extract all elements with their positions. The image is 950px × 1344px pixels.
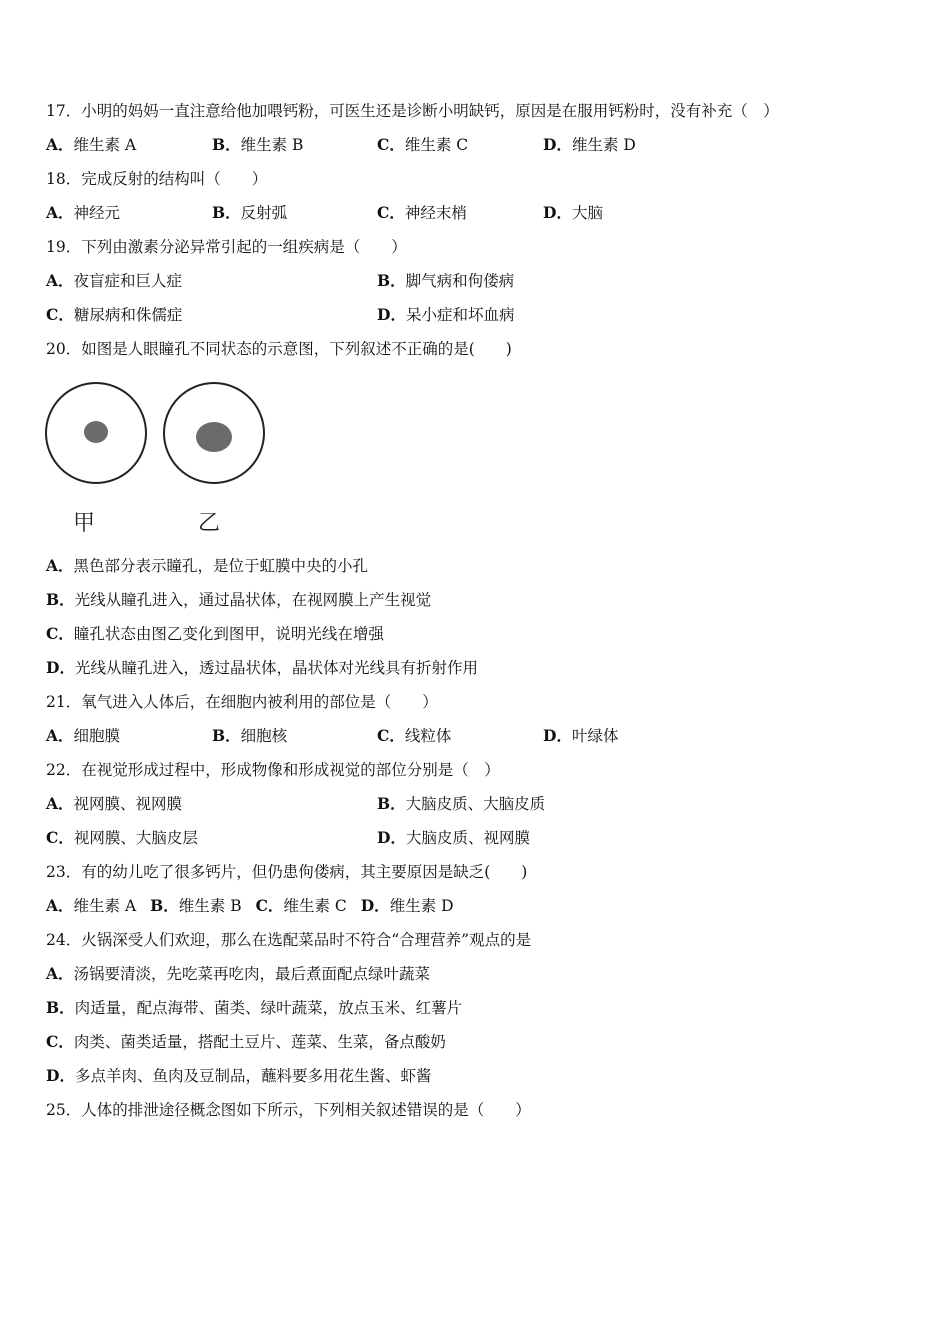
q20-option-d[interactable]: D．光线从瞳孔进入，透过晶状体，晶状体对光线具有折射作用 [46,658,478,677]
q22-option-a[interactable]: A．视网膜、视网膜 [46,794,183,813]
q25-stem: 25．人体的排泄途径概念图如下所示，下列相关叙述错误的是（ ） [46,1101,531,1119]
q17-option-d[interactable]: D．维生素 D [543,135,636,154]
q23-option-a[interactable]: A．维生素 A [46,896,137,915]
q23-option-b[interactable]: B．维生素 B [150,896,242,915]
q19-options-row2 [46,305,906,325]
q18-option-a[interactable]: A．神经元 [46,203,121,222]
q21-option-a[interactable]: A．细胞膜 [46,726,121,745]
q18-option-b[interactable]: B．反射弧 [212,203,288,222]
q22-options-row2 [46,828,906,848]
q21-option-c[interactable]: C．线粒体 [377,726,452,745]
pupil-figure [40,378,280,538]
q24-option-a[interactable]: A．汤锅要清淡，先吃菜再吃肉，最后煮面配点绿叶蔬菜 [46,964,431,983]
figure-label-yi: 乙 [198,511,221,536]
q20-option-c[interactable]: C．瞳孔状态由图乙变化到图甲，说明光线在增强 [46,624,384,643]
q21-option-b[interactable]: B．细胞核 [212,726,288,745]
q24-option-b[interactable]: B．肉适量，配点海带、菌类、绿叶蔬菜，放点玉米、红薯片 [46,998,463,1017]
eye-yi-pupil [196,422,232,452]
q23-options [46,896,468,916]
q19-option-b[interactable]: B．脚气病和佝偻病 [377,271,515,290]
q20-option-b[interactable]: B．光线从瞳孔进入，通过晶状体，在视网膜上产生视觉 [46,590,432,609]
q21-stem: 21．氧气进入人体后，在细胞内被利用的部位是（ ） [46,693,438,711]
q18-option-c[interactable]: C．神经末梢 [377,203,467,222]
q22-options-row1 [46,794,906,814]
q21-options [46,726,906,746]
q20-option-a[interactable]: A．黑色部分表示瞳孔，是位于虹膜中央的小孔 [46,556,369,575]
q19-options-row1 [46,271,906,291]
q19-option-d[interactable]: D．呆小症和坏血病 [377,305,515,324]
q23-stem: 23．有的幼儿吃了很多钙片，但仍患佝偻病，其主要原因是缺乏( ) [46,863,528,881]
q22-stem: 22．在视觉形成过程中，形成物像和形成视觉的部位分别是（ ） [46,761,500,779]
q22-option-d[interactable]: D．大脑皮质、视网膜 [377,828,530,847]
q21-option-d[interactable]: D．叶绿体 [543,726,619,745]
q18-options [46,203,906,223]
eye-jia-pupil [84,421,108,443]
q18-option-d[interactable]: D．大脑 [543,203,603,222]
q19-option-a[interactable]: A．夜盲症和巨人症 [46,271,183,290]
q24-option-c[interactable]: C．肉类、菌类适量，搭配土豆片、莲菜、生菜，备点酸奶 [46,1032,446,1051]
q20-stem: 20．如图是人眼瞳孔不同状态的示意图，下列叙述不正确的是( ) [46,340,512,358]
q22-option-b[interactable]: B．大脑皮质、大脑皮质 [377,794,546,813]
q24-option-d[interactable]: D．多点羊肉、鱼肉及豆制品，蘸料要多用花生酱、虾酱 [46,1066,432,1085]
q17-stem: 17．小明的妈妈一直注意给他加喂钙粉，可医生还是诊断小明缺钙，原因是在服用钙粉时，没有补充（ ） [46,102,779,120]
q19-stem: 19．下列由激素分泌异常引起的一组疾病是（ ） [46,238,407,256]
q23-option-d[interactable]: D．维生素 D [360,896,454,915]
q17-option-c[interactable]: C．维生素 C [377,135,469,154]
q24-stem: 24．火锅深受人们欢迎，那么在选配菜品时不符合“合理营养”观点的是 [46,931,532,949]
q23-option-c[interactable]: C．维生素 C [255,896,347,915]
q17-option-b[interactable]: B．维生素 B [212,135,304,154]
pupil-diagram [40,378,280,488]
figure-label-jia: 甲 [73,511,96,536]
q19-option-c[interactable]: C．糖尿病和侏儒症 [46,305,183,324]
q17-option-a[interactable]: A．维生素 A [46,135,137,154]
q17-options [46,135,906,155]
q22-option-c[interactable]: C．视网膜、大脑皮层 [46,828,198,847]
q18-stem: 18．完成反射的结构叫（ ） [46,170,268,188]
